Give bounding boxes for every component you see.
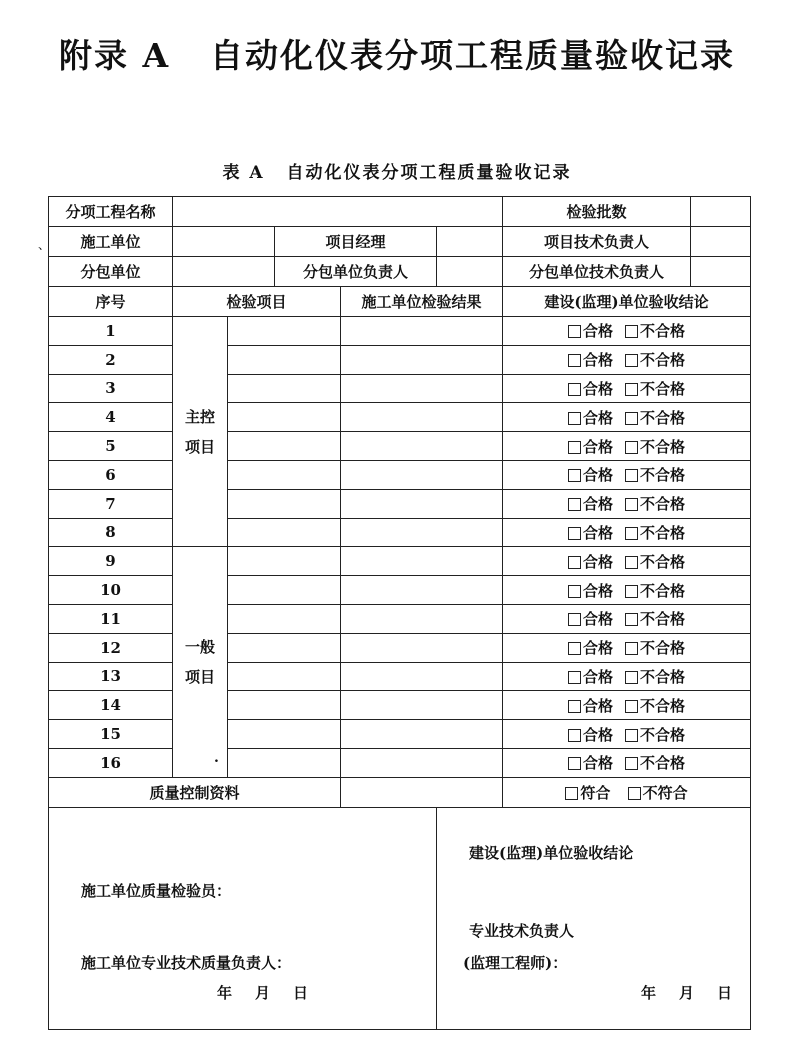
inspection-item-field[interactable] bbox=[228, 547, 341, 576]
fail-option[interactable] bbox=[625, 322, 685, 340]
inspection-item-field[interactable] bbox=[228, 489, 341, 518]
fail-label: 不合格 bbox=[640, 351, 686, 370]
row-seq-number: 2 bbox=[49, 345, 173, 374]
checkbox-icon bbox=[625, 700, 638, 713]
nonconform-label: 不符合 bbox=[642, 783, 688, 802]
row-seq-number: 9 bbox=[49, 547, 173, 576]
fail-label: 不合格 bbox=[640, 552, 686, 571]
pass-label: 合格 bbox=[583, 754, 614, 773]
fail-label: 不合格 bbox=[640, 322, 686, 341]
main-control-items-label bbox=[173, 317, 228, 547]
supervision-engineer-label: (监理工程师)： bbox=[463, 953, 568, 972]
left-date-day: 日 bbox=[293, 983, 309, 1002]
pass-option[interactable] bbox=[568, 639, 613, 657]
checkbox-icon bbox=[565, 787, 578, 800]
row-seq-number: 1 bbox=[49, 317, 173, 346]
seq-column-header: 序号 bbox=[49, 287, 173, 317]
inspection-item-field[interactable] bbox=[228, 518, 341, 547]
left-date-year: 年 bbox=[217, 983, 233, 1002]
subcontract-unit-field[interactable] bbox=[173, 257, 275, 287]
inspection-item-field[interactable] bbox=[228, 662, 341, 691]
batch-count-label: 检验批数 bbox=[503, 197, 691, 227]
supervision-conclusion-column-header: 建设(监理)单位验收结论 bbox=[503, 287, 751, 317]
pass-option[interactable] bbox=[568, 438, 613, 456]
table-row bbox=[49, 748, 751, 777]
table-row bbox=[49, 662, 751, 691]
column-header-row bbox=[49, 287, 751, 317]
construction-result-field[interactable] bbox=[341, 748, 503, 777]
checkbox-icon bbox=[625, 671, 638, 684]
fail-option[interactable] bbox=[625, 610, 685, 628]
pass-option[interactable] bbox=[568, 409, 613, 427]
project-name-field[interactable] bbox=[173, 197, 503, 227]
construction-result-field[interactable] bbox=[341, 547, 503, 576]
pass-option[interactable] bbox=[568, 553, 613, 571]
pass-label: 合格 bbox=[583, 495, 614, 514]
fail-label: 不合格 bbox=[640, 610, 686, 629]
acceptance-conclusion-cell bbox=[503, 317, 751, 346]
row-seq-number: 15 bbox=[49, 720, 173, 749]
fail-label: 不合格 bbox=[640, 725, 686, 744]
stray-dot-mark: . bbox=[214, 750, 219, 766]
subcontract-lead-field[interactable] bbox=[437, 257, 503, 287]
checkbox-icon bbox=[568, 412, 581, 425]
pass-option[interactable] bbox=[568, 610, 613, 628]
checkbox-icon bbox=[625, 585, 638, 598]
fail-option[interactable] bbox=[625, 668, 685, 686]
construction-result-field[interactable] bbox=[341, 432, 503, 461]
construction-result-field[interactable] bbox=[341, 518, 503, 547]
pass-label: 合格 bbox=[583, 523, 614, 542]
acceptance-conclusion-cell bbox=[503, 460, 751, 489]
table-row bbox=[49, 518, 751, 547]
project-manager-label: 项目经理 bbox=[275, 227, 437, 257]
row-seq-number: 6 bbox=[49, 460, 173, 489]
construction-signature-block bbox=[49, 807, 437, 1029]
fail-label: 不合格 bbox=[640, 639, 686, 658]
fail-option[interactable] bbox=[625, 351, 685, 369]
checkbox-icon bbox=[625, 498, 638, 511]
table-caption-name: 自动化仪表分项工程质量验收记录 bbox=[286, 163, 572, 183]
pass-label: 合格 bbox=[583, 610, 614, 629]
fail-option[interactable] bbox=[625, 380, 685, 398]
inspection-item-field[interactable] bbox=[228, 460, 341, 489]
right-date-month: 月 bbox=[679, 983, 695, 1002]
appendix-title-name: 自动化仪表分项工程质量验收记录 bbox=[210, 36, 736, 75]
fail-option[interactable] bbox=[625, 754, 685, 772]
checkbox-icon bbox=[568, 469, 581, 482]
pass-option[interactable] bbox=[568, 726, 613, 744]
construction-unit-label: 施工单位 bbox=[49, 227, 173, 257]
fail-option[interactable] bbox=[625, 582, 685, 600]
acceptance-conclusion-cell bbox=[503, 489, 751, 518]
inspection-rows bbox=[49, 317, 751, 778]
pass-label: 合格 bbox=[583, 725, 614, 744]
construction-result-field[interactable] bbox=[341, 720, 503, 749]
fail-option[interactable] bbox=[625, 495, 685, 513]
checkbox-icon bbox=[568, 729, 581, 742]
acceptance-conclusion-cell bbox=[503, 691, 751, 720]
inspection-item-field[interactable] bbox=[228, 374, 341, 403]
acceptance-conclusion-cell bbox=[503, 374, 751, 403]
table-row bbox=[49, 720, 751, 749]
inspection-item-field[interactable] bbox=[228, 748, 341, 777]
table-row bbox=[49, 460, 751, 489]
fail-label: 不合格 bbox=[640, 754, 686, 773]
checkbox-icon bbox=[625, 469, 638, 482]
fail-label: 不合格 bbox=[640, 495, 686, 514]
group-label-line: 项目 bbox=[184, 668, 215, 687]
table-row bbox=[49, 432, 751, 461]
checkbox-icon bbox=[625, 383, 638, 396]
table-row bbox=[49, 633, 751, 662]
group-label-line: 主控 bbox=[184, 407, 215, 426]
inspection-item-field[interactable] bbox=[228, 345, 341, 374]
pass-label: 合格 bbox=[583, 379, 614, 398]
pass-option[interactable] bbox=[568, 466, 613, 484]
pass-label: 合格 bbox=[583, 466, 614, 485]
table-row bbox=[49, 403, 751, 432]
row-seq-number: 8 bbox=[49, 518, 173, 547]
row-seq-number: 3 bbox=[49, 374, 173, 403]
subcontract-tech-lead-label: 分包单位技术负责人 bbox=[503, 257, 691, 287]
header-row-1 bbox=[49, 197, 751, 227]
inspection-item-field[interactable] bbox=[228, 720, 341, 749]
row-seq-number: 10 bbox=[49, 576, 173, 605]
construction-result-field[interactable] bbox=[341, 374, 503, 403]
left-date-month: 月 bbox=[255, 983, 271, 1002]
group-label-line: 一般 bbox=[184, 638, 215, 657]
checkbox-icon bbox=[625, 613, 638, 626]
inspection-item-column-header: 检验项目 bbox=[173, 287, 341, 317]
checkbox-icon bbox=[568, 556, 581, 569]
construction-result-field[interactable] bbox=[341, 662, 503, 691]
project-name-label: 分项工程名称 bbox=[49, 197, 173, 227]
header-row-3 bbox=[49, 257, 751, 287]
pass-label: 合格 bbox=[583, 581, 614, 600]
professional-tech-lead-label: 专业技术负责人 bbox=[469, 921, 575, 940]
fail-label: 不合格 bbox=[640, 408, 686, 427]
appendix-title bbox=[0, 30, 794, 77]
quality-docs-conclusion bbox=[503, 777, 751, 807]
quality-inspector-label: 施工单位质量检验员： bbox=[81, 881, 232, 900]
pass-option[interactable] bbox=[568, 380, 613, 398]
fail-option[interactable] bbox=[625, 466, 685, 484]
technical-lead-field[interactable] bbox=[691, 227, 751, 257]
checkbox-icon bbox=[628, 787, 641, 800]
construction-result-field[interactable] bbox=[341, 403, 503, 432]
checkbox-icon bbox=[625, 729, 638, 742]
acceptance-conclusion-cell bbox=[503, 604, 751, 633]
construction-result-field[interactable] bbox=[341, 691, 503, 720]
checkbox-icon bbox=[625, 642, 638, 655]
acceptance-conclusion-cell bbox=[503, 403, 751, 432]
inspection-item-field[interactable] bbox=[228, 691, 341, 720]
margin-tick-mark: 、 bbox=[38, 238, 51, 252]
pass-option[interactable] bbox=[568, 322, 613, 340]
checkbox-icon bbox=[568, 383, 581, 396]
header-row-2 bbox=[49, 227, 751, 257]
fail-option[interactable] bbox=[625, 697, 685, 715]
inspection-item-field[interactable] bbox=[228, 604, 341, 633]
checkbox-icon bbox=[568, 498, 581, 511]
construction-result-column-header: 施工单位检验结果 bbox=[341, 287, 503, 317]
acceptance-conclusion-cell bbox=[503, 547, 751, 576]
checkbox-icon bbox=[568, 757, 581, 770]
conform-option[interactable] bbox=[565, 784, 610, 802]
construction-result-field[interactable] bbox=[341, 317, 503, 346]
row-seq-number: 4 bbox=[49, 403, 173, 432]
acceptance-conclusion-cell bbox=[503, 518, 751, 547]
table-caption-prefix: 表 A bbox=[222, 163, 265, 183]
subcontract-lead-label: 分包单位负责人 bbox=[275, 257, 437, 287]
pass-label: 合格 bbox=[583, 351, 614, 370]
checkbox-icon bbox=[625, 441, 638, 454]
batch-count-field[interactable] bbox=[691, 197, 751, 227]
checkbox-icon bbox=[568, 527, 581, 540]
row-seq-number: 16 bbox=[49, 748, 173, 777]
pass-label: 合格 bbox=[583, 437, 614, 456]
row-seq-number: 11 bbox=[49, 604, 173, 633]
checkbox-icon bbox=[568, 354, 581, 367]
fail-label: 不合格 bbox=[640, 379, 686, 398]
row-seq-number: 13 bbox=[49, 662, 173, 691]
inspection-item-field[interactable] bbox=[228, 633, 341, 662]
table-row bbox=[49, 576, 751, 605]
appendix-title-prefix: 附录 A bbox=[58, 36, 171, 75]
table-row bbox=[49, 489, 751, 518]
acceptance-conclusion-cell bbox=[503, 576, 751, 605]
pass-option[interactable] bbox=[568, 351, 613, 369]
checkbox-icon bbox=[568, 700, 581, 713]
pass-option[interactable] bbox=[568, 754, 613, 772]
fail-label: 不合格 bbox=[640, 667, 686, 686]
construction-result-field[interactable] bbox=[341, 345, 503, 374]
checkbox-icon bbox=[568, 585, 581, 598]
row-seq-number: 7 bbox=[49, 489, 173, 518]
table-row bbox=[49, 317, 751, 346]
pass-label: 合格 bbox=[583, 667, 614, 686]
checkbox-icon bbox=[568, 441, 581, 454]
fail-label: 不合格 bbox=[640, 581, 686, 600]
acceptance-conclusion-cell bbox=[503, 748, 751, 777]
construction-result-field[interactable] bbox=[341, 576, 503, 605]
fail-option[interactable] bbox=[625, 438, 685, 456]
pass-option[interactable] bbox=[568, 697, 613, 715]
checkbox-icon bbox=[625, 556, 638, 569]
acceptance-conclusion-cell bbox=[503, 720, 751, 749]
table-row bbox=[49, 374, 751, 403]
pass-option[interactable] bbox=[568, 668, 613, 686]
table-row bbox=[49, 547, 751, 576]
checkbox-icon bbox=[568, 325, 581, 338]
checkbox-icon bbox=[568, 671, 581, 684]
construction-result-field[interactable] bbox=[341, 633, 503, 662]
inspection-item-field[interactable] bbox=[228, 317, 341, 346]
checkbox-icon bbox=[625, 325, 638, 338]
fail-option[interactable] bbox=[625, 409, 685, 427]
checkbox-icon bbox=[625, 757, 638, 770]
project-manager-field[interactable] bbox=[437, 227, 503, 257]
fail-label: 不合格 bbox=[640, 437, 686, 456]
quality-docs-row bbox=[49, 777, 751, 807]
pass-label: 合格 bbox=[583, 552, 614, 571]
checkbox-icon bbox=[568, 613, 581, 626]
acceptance-conclusion-cell bbox=[503, 633, 751, 662]
fail-label: 不合格 bbox=[640, 696, 686, 715]
acceptance-conclusion-cell bbox=[503, 345, 751, 374]
construction-result-field[interactable] bbox=[341, 489, 503, 518]
checkbox-icon bbox=[625, 527, 638, 540]
row-seq-number: 5 bbox=[49, 432, 173, 461]
checkbox-icon bbox=[568, 642, 581, 655]
supervision-signature-block bbox=[437, 807, 751, 1029]
construction-result-field[interactable] bbox=[341, 604, 503, 633]
inspection-item-field[interactable] bbox=[228, 432, 341, 461]
supervision-conclusion-label: 建设(监理)单位验收结论 bbox=[469, 843, 634, 862]
pass-option[interactable] bbox=[568, 582, 613, 600]
group-label-line: 项目 bbox=[184, 437, 215, 456]
table-row bbox=[49, 604, 751, 633]
subcontract-tech-lead-field[interactable] bbox=[691, 257, 751, 287]
signature-row bbox=[49, 807, 751, 1029]
quality-tech-lead-label: 施工单位专业技术质量负责人： bbox=[81, 953, 292, 972]
fail-option[interactable] bbox=[625, 726, 685, 744]
acceptance-conclusion-cell bbox=[503, 432, 751, 461]
nonconform-option[interactable] bbox=[628, 784, 688, 802]
fail-option[interactable] bbox=[625, 639, 685, 657]
right-date-day: 日 bbox=[717, 983, 733, 1002]
construction-unit-field[interactable] bbox=[173, 227, 275, 257]
table-caption bbox=[0, 158, 794, 183]
inspection-item-field[interactable] bbox=[228, 576, 341, 605]
conform-label: 符合 bbox=[580, 783, 611, 802]
inspection-item-field[interactable] bbox=[228, 403, 341, 432]
acceptance-record-table bbox=[48, 196, 751, 1030]
pass-option[interactable] bbox=[568, 524, 613, 542]
fail-option[interactable] bbox=[625, 524, 685, 542]
row-seq-number: 14 bbox=[49, 691, 173, 720]
pass-label: 合格 bbox=[583, 408, 614, 427]
pass-option[interactable] bbox=[568, 495, 613, 513]
checkbox-icon bbox=[625, 354, 638, 367]
table-row bbox=[49, 691, 751, 720]
construction-result-field[interactable] bbox=[341, 460, 503, 489]
quality-docs-label: 质量控制资料 bbox=[49, 777, 341, 807]
checkbox-icon bbox=[625, 412, 638, 425]
row-seq-number: 12 bbox=[49, 633, 173, 662]
quality-docs-result-field[interactable] bbox=[341, 777, 503, 807]
right-date-year: 年 bbox=[641, 983, 657, 1002]
pass-label: 合格 bbox=[583, 696, 614, 715]
pass-label: 合格 bbox=[583, 639, 614, 658]
fail-label: 不合格 bbox=[640, 523, 686, 542]
acceptance-conclusion-cell bbox=[503, 662, 751, 691]
pass-label: 合格 bbox=[583, 322, 614, 341]
fail-option[interactable] bbox=[625, 553, 685, 571]
subcontract-unit-label: 分包单位 bbox=[49, 257, 173, 287]
table-row bbox=[49, 345, 751, 374]
fail-label: 不合格 bbox=[640, 466, 686, 485]
general-items-label bbox=[173, 547, 228, 777]
technical-lead-label: 项目技术负责人 bbox=[503, 227, 691, 257]
